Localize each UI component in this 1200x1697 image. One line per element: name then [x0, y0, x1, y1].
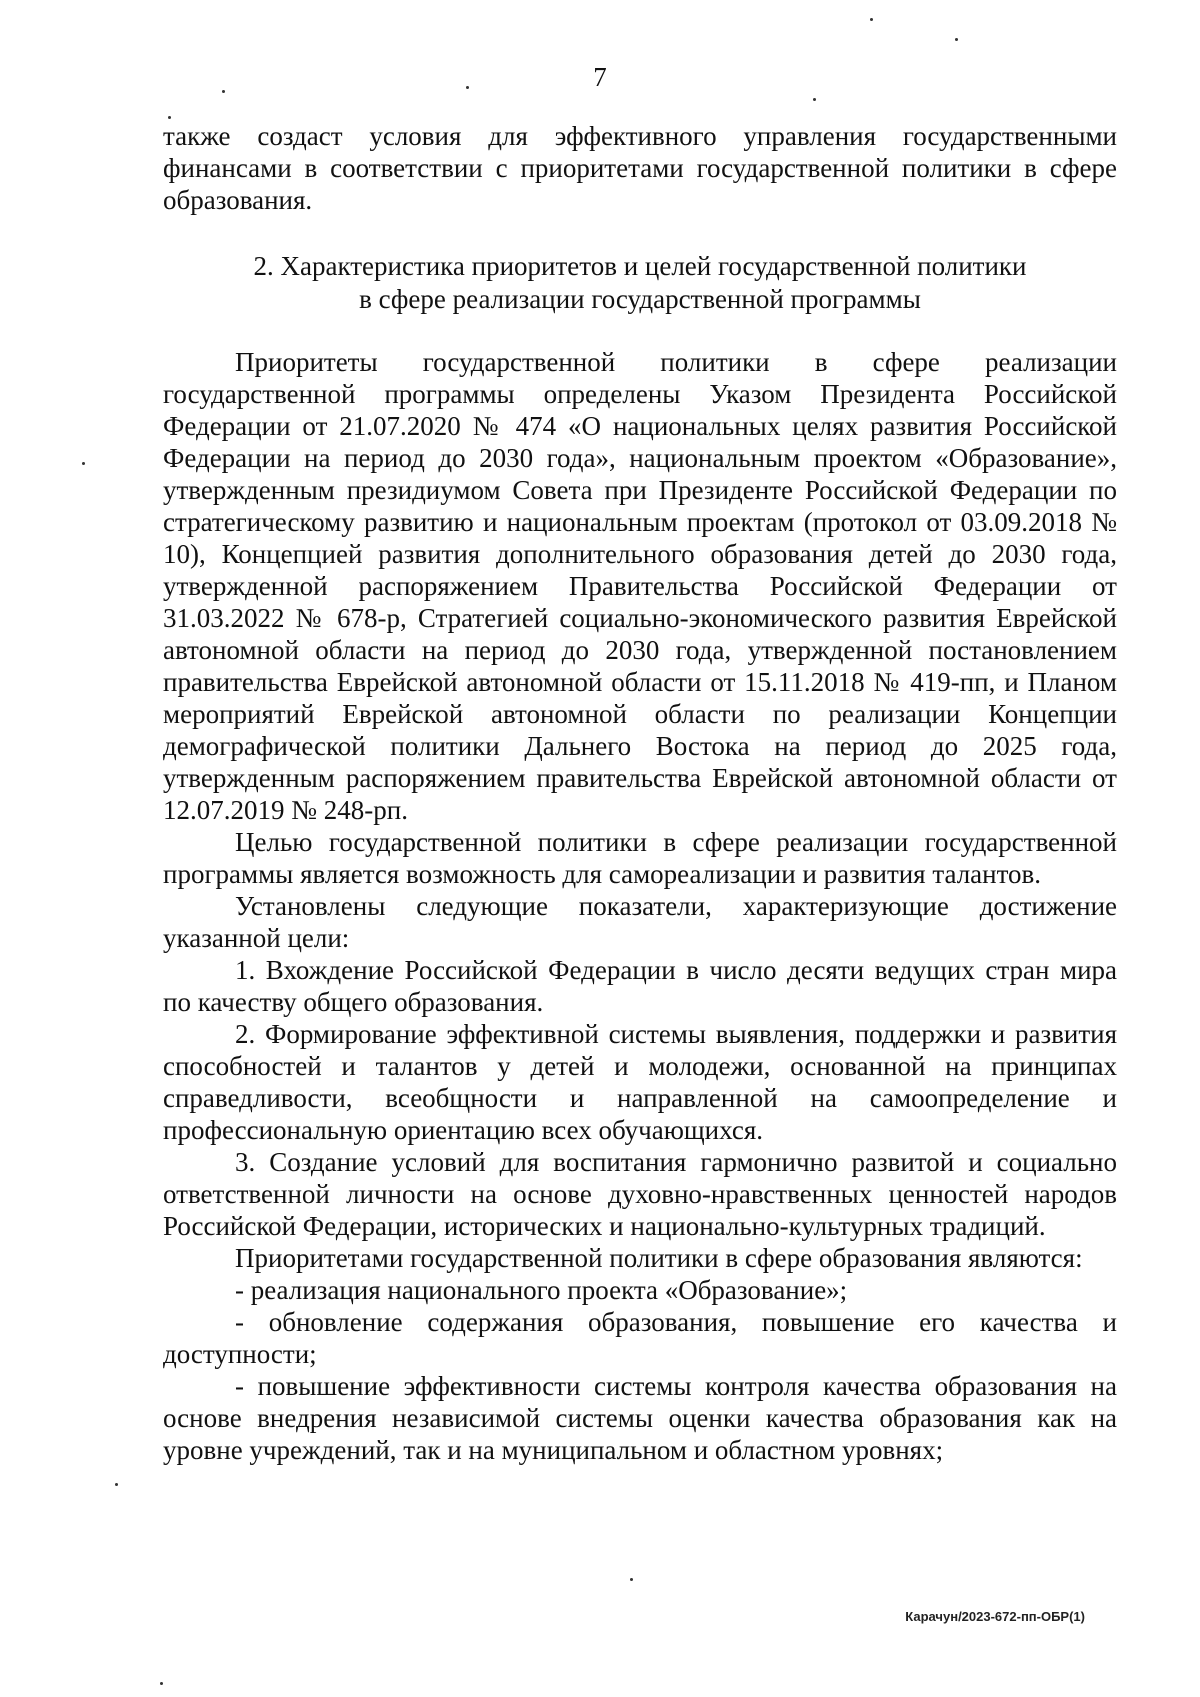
scan-speck	[466, 86, 469, 89]
scan-speck	[955, 38, 958, 41]
paragraph-priorities-intro: Приоритетами государственной политики в сфере образования являются:	[235, 1243, 1083, 1273]
scan-speck	[813, 98, 816, 101]
section-heading	[163, 250, 1117, 316]
scan-speck	[870, 18, 873, 21]
document-body	[163, 120, 1117, 1466]
scan-speck	[168, 116, 171, 119]
paragraph-indicators-intro: Установлены следующие показатели, характеризующие достижение указанной цели:	[163, 891, 1117, 953]
scan-speck	[630, 1578, 633, 1581]
intro-paragraph: также создаст условия для эффективного управления государственными финансами в соответствии с приоритетами государственной политики в сфере образования.	[163, 121, 1117, 215]
scan-speck	[160, 1682, 163, 1685]
document-code: Карачун/2023-672-пп-ОБР(1)	[905, 1609, 1085, 1624]
list-item-indicator-1: 1. Вхождение Российской Федерации в число десяти ведущих стран мира по качеству общего образования.	[163, 955, 1117, 1017]
scan-speck	[222, 90, 225, 93]
section-heading-line-1: 2. Характеристика приоритетов и целей государственной политики	[253, 251, 1027, 281]
paragraph-goal: Целью государственной политики в сфере реализации государственной программы является возможность для самореализации и развития талантов.	[163, 827, 1117, 889]
scan-speck	[82, 462, 85, 465]
list-item-priority-2: - обновление содержания образования, повышение его качества и доступности;	[163, 1307, 1117, 1369]
list-item-indicator-2: 2. Формирование эффективной системы выявления, поддержки и развития способностей и талантов у детей и молодежи, основанной на принципах справедливости, всеобщности и направленной на самоопределение и профессиональную ориентацию всех обучающихся.	[163, 1019, 1117, 1145]
list-item-indicator-3: 3. Создание условий для воспитания гармонично развитой и социально ответственной личности на основе духовно-нравственных ценностей народов Российской Федерации, исторических и национально-культурных традиций.	[163, 1147, 1117, 1241]
paragraph-priorities-sources: Приоритеты государственной политики в сфере реализации государственной программы определены Указом Президента Российской Федерации от 21.07.2020 № 474 «О национальных целях развития Российской Федерации на период до 2030 года», национальным проектом «Образование», утвержденным президиумом Совета при Президенте Российской Федерации по стратегическому развитию и национальным проектам (протокол от 03.09.2018 № 10), Концепцией развития дополнительного образования детей до 2030 года, утвержденной распоряжением Правительства Российской Федерации от 31.03.2022 № 678-р, Стратегией социально-экономического развития Еврейской автономной области на период до 2030 года, утвержденной постановлением правительства Еврейской автономной области от 15.11.2018 № 419-пп, и Планом мероприятий Еврейской автономной области по реализации Концепции демографической политики Дальнего Востока на период до 2025 года, утвержденным распоряжением правительства Еврейской автономной области от 12.07.2019 № 248-рп.	[163, 347, 1117, 825]
list-item-priority-1: - реализация национального проекта «Образование»;	[235, 1275, 848, 1305]
page-number: 7	[593, 62, 607, 92]
section-heading-line-2: в сфере реализации государственной программы	[359, 284, 921, 314]
list-item-priority-3: - повышение эффективности системы контроля качества образования на основе внедрения независимой системы оценки качества образования как на уровне учреждений, так и на муниципальном и областном уровнях;	[163, 1371, 1117, 1465]
scan-speck	[115, 1483, 118, 1486]
